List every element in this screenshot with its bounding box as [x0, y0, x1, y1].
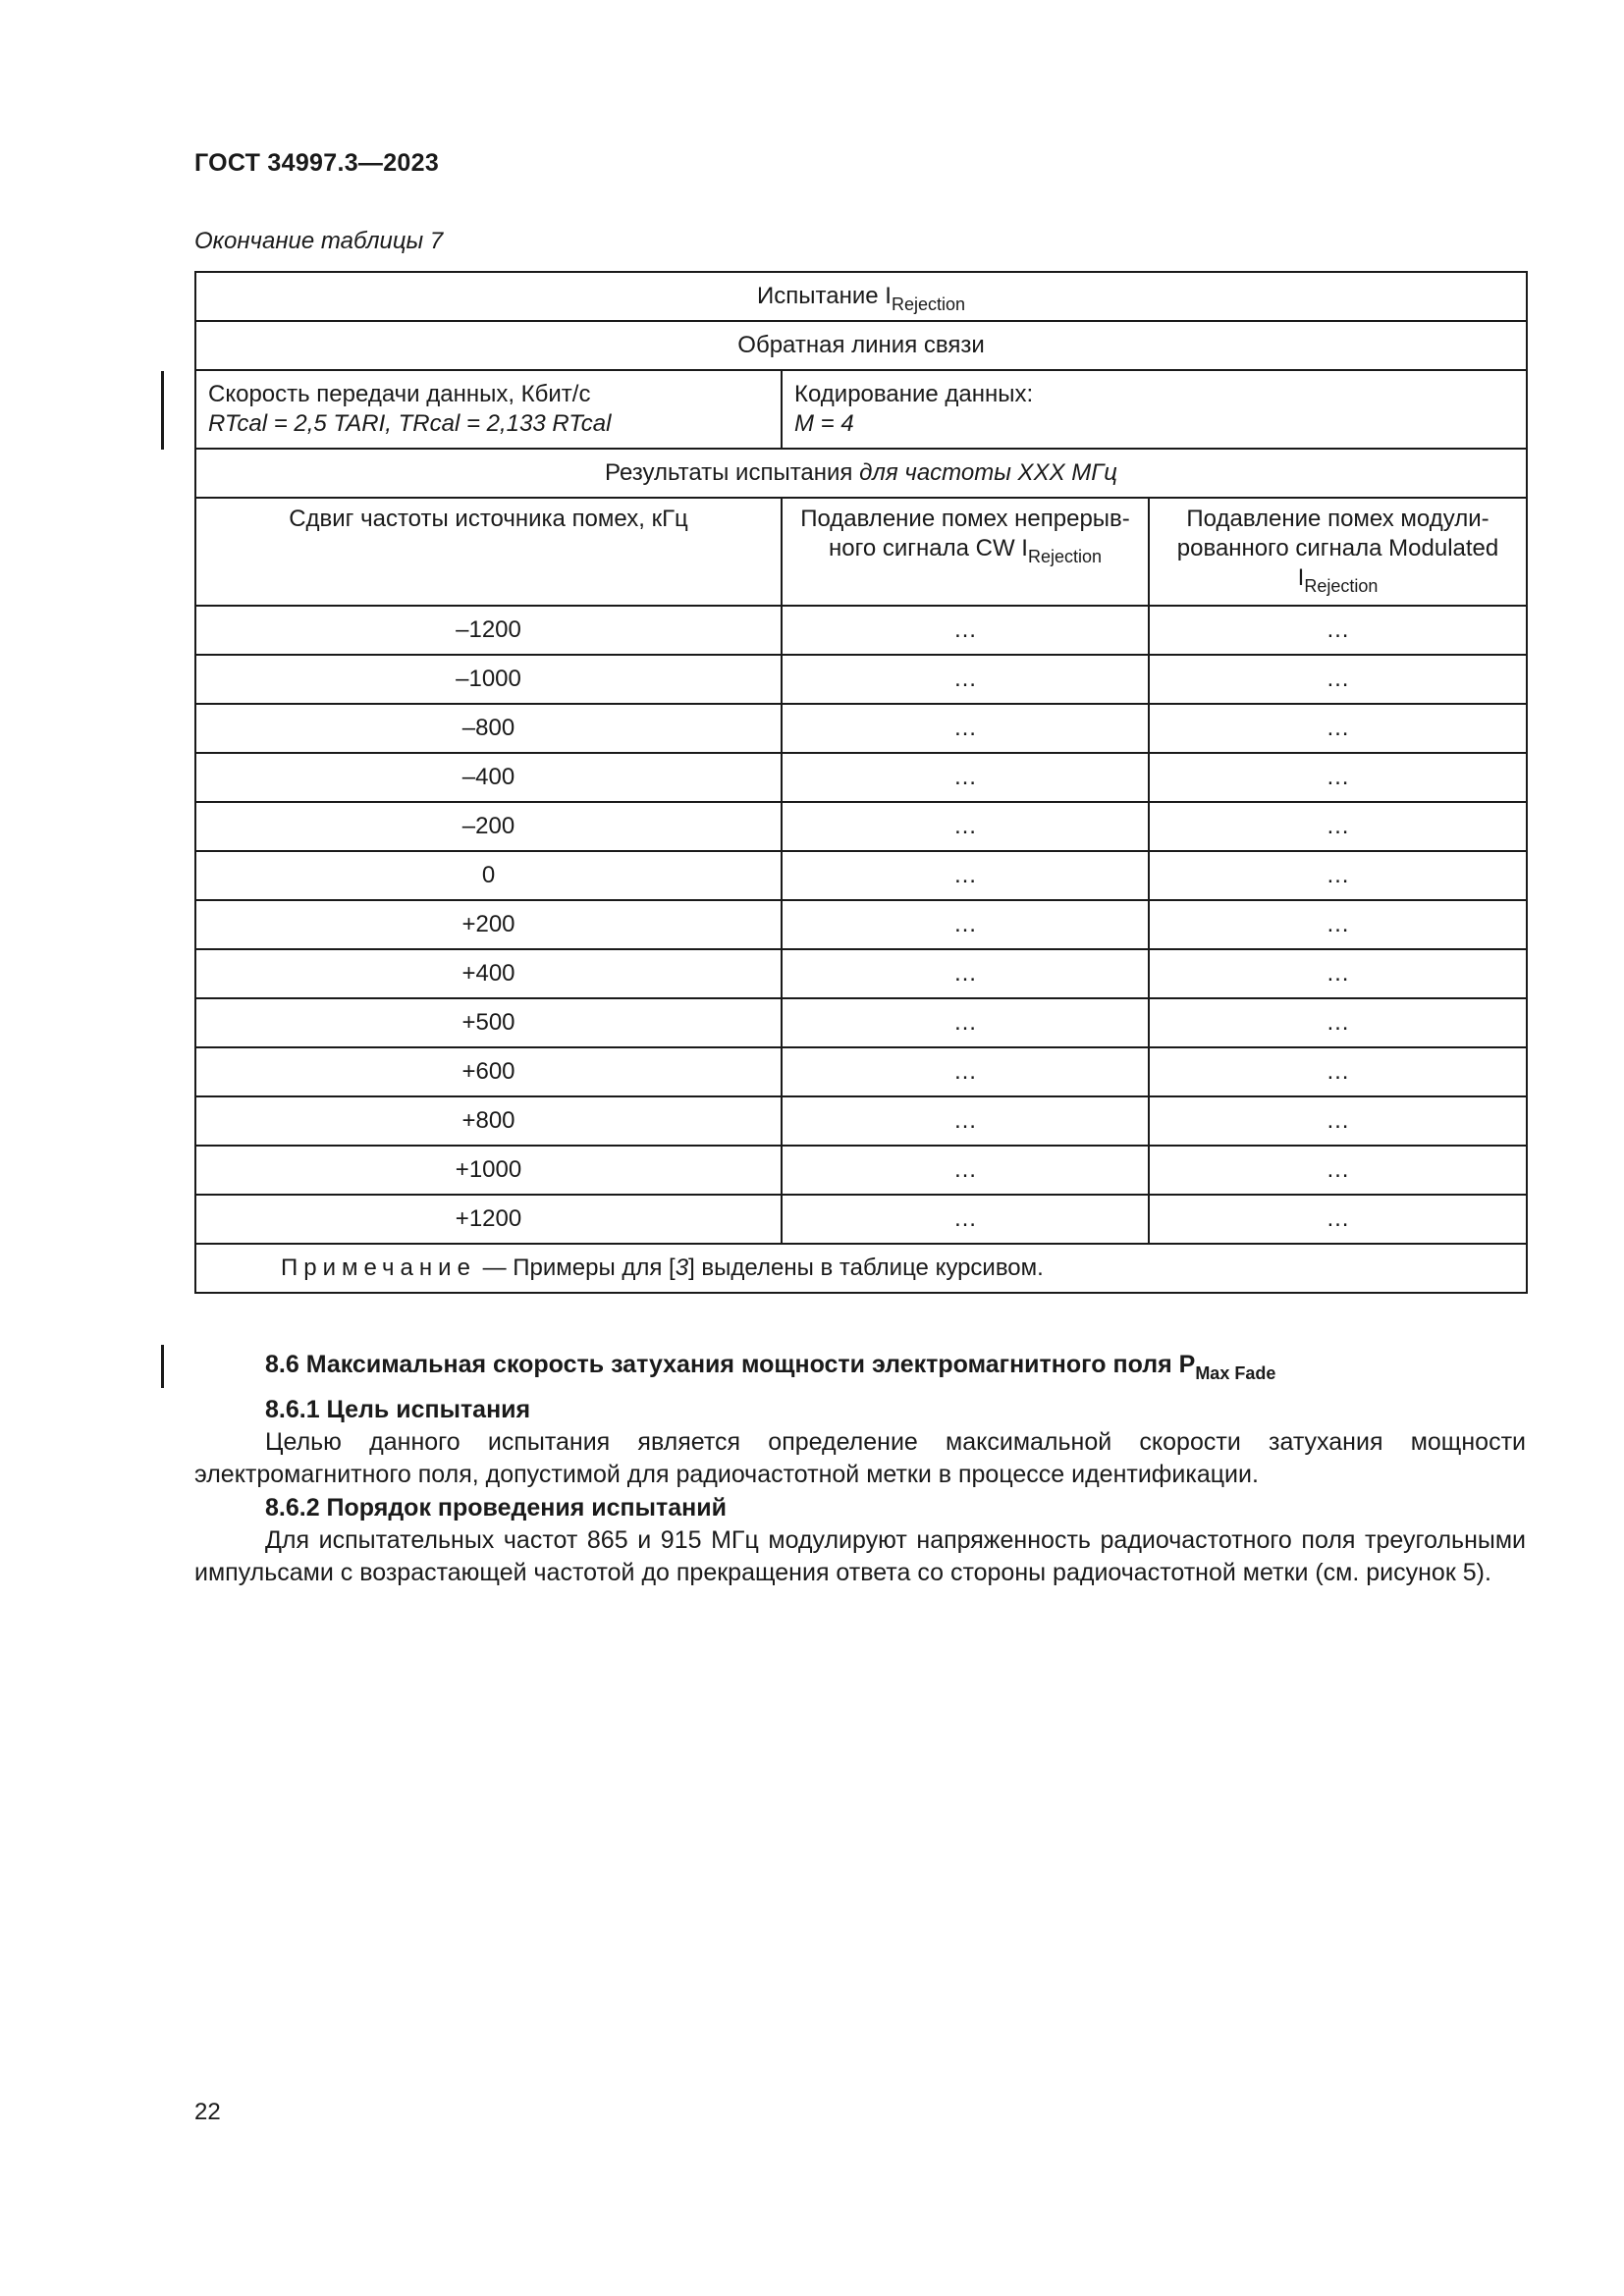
link-row: Обратная линия связи	[195, 321, 1527, 370]
col-header-modulated	[1149, 498, 1527, 606]
table-row	[195, 655, 1527, 704]
note-text-before: Примеры для [	[513, 1255, 676, 1281]
coding-cell	[782, 370, 1527, 449]
shift-cell: –1200	[195, 606, 782, 655]
col-header-mod-line3: I	[1297, 564, 1305, 591]
table-row	[195, 998, 1527, 1047]
shift-cell: +200	[195, 900, 782, 949]
cw-cell: …	[782, 900, 1149, 949]
shift-cell: +400	[195, 949, 782, 998]
cw-cell: …	[782, 949, 1149, 998]
cw-cell: …	[782, 851, 1149, 900]
note-ref: 3	[675, 1255, 689, 1281]
mod-cell: …	[1149, 1195, 1527, 1244]
cw-cell: …	[782, 1096, 1149, 1146]
table-row	[195, 704, 1527, 753]
col-header-cw-line2: ного сигнала CW I	[829, 535, 1028, 561]
cw-cell: …	[782, 704, 1149, 753]
mod-cell: …	[1149, 655, 1527, 704]
table-row	[195, 802, 1527, 851]
shift-cell: –800	[195, 704, 782, 753]
mod-cell: …	[1149, 1146, 1527, 1195]
mod-cell: …	[1149, 900, 1527, 949]
shift-cell: –200	[195, 802, 782, 851]
section-8-6-1-title: 8.6.1 Цель испытания	[265, 1396, 531, 1423]
section-8-6-sub: Max Fade	[1195, 1363, 1276, 1383]
shift-cell: +600	[195, 1047, 782, 1096]
shift-cell: –1000	[195, 655, 782, 704]
table-row	[195, 606, 1527, 655]
col-header-cw-line1: Подавление помех непрерыв-	[800, 506, 1130, 532]
document-header: ГОСТ 34997.3—2023	[194, 149, 440, 177]
cw-cell: …	[782, 1195, 1149, 1244]
mod-cell: …	[1149, 753, 1527, 802]
cw-cell: …	[782, 1146, 1149, 1195]
mod-cell: …	[1149, 606, 1527, 655]
note-text-after: ] выделены в таблице курсивом.	[688, 1255, 1044, 1281]
section-8-6-2-title: 8.6.2 Порядок проведения испытаний	[265, 1494, 727, 1522]
table-7	[194, 271, 1528, 1294]
section-8-6-title	[194, 1349, 1597, 1381]
results-frequency: для частоты XXX МГц	[859, 459, 1118, 486]
rate-value: RTcal = 2,5 TARI, TRcal = 2,133 RTcal	[208, 410, 612, 437]
cw-cell: …	[782, 998, 1149, 1047]
change-bar	[161, 371, 164, 450]
shift-cell: +800	[195, 1096, 782, 1146]
test-title-sub: Rejection	[891, 294, 965, 314]
col-header-mod-sub: Rejection	[1304, 576, 1379, 596]
shift-cell: +500	[195, 998, 782, 1047]
test-title-cell	[195, 272, 1527, 321]
table-row	[195, 1096, 1527, 1146]
test-title: Испытание I	[757, 283, 892, 309]
mod-cell: …	[1149, 949, 1527, 998]
section-8-6-1-text: Целью данного испытания является определение максимальной скорости затухания мощности электромагнитного поля, допустимой для радиочастотной метки в процессе идентификации.	[194, 1428, 1526, 1488]
col-header-mod-line1: Подавление помех модули-	[1186, 506, 1489, 532]
table-note	[195, 1244, 1527, 1293]
rate-label: Скорость передачи данных, Кбит/с	[208, 381, 591, 407]
table-row	[195, 900, 1527, 949]
section-8-6-text: 8.6 Максимальная скорость затухания мощности электромагнитного поля P	[265, 1351, 1196, 1378]
col-header-mod-line2: рованного сигнала Modulated	[1176, 535, 1499, 561]
note-dash: —	[475, 1255, 514, 1281]
results-prefix: Результаты испытания	[604, 459, 860, 486]
mod-cell: …	[1149, 1096, 1527, 1146]
mod-cell: …	[1149, 1047, 1527, 1096]
col-header-shift: Сдвиг частоты источника помех, кГц	[195, 498, 782, 606]
coding-value: M = 4	[794, 410, 854, 437]
mod-cell: …	[1149, 998, 1527, 1047]
page-number: 22	[194, 2099, 221, 2125]
table-row	[195, 1047, 1527, 1096]
results-row	[195, 449, 1527, 498]
cw-cell: …	[782, 655, 1149, 704]
col-header-cw	[782, 498, 1149, 606]
coding-label: Кодирование данных:	[794, 381, 1034, 407]
shift-cell: +1200	[195, 1195, 782, 1244]
cw-cell: …	[782, 753, 1149, 802]
table-row	[195, 1146, 1527, 1195]
mod-cell: …	[1149, 704, 1527, 753]
shift-cell: +1000	[195, 1146, 782, 1195]
change-bar	[161, 1345, 164, 1388]
cw-cell: …	[782, 606, 1149, 655]
mod-cell: …	[1149, 802, 1527, 851]
shift-cell: –400	[195, 753, 782, 802]
table-row	[195, 851, 1527, 900]
shift-cell: 0	[195, 851, 782, 900]
col-header-cw-sub: Rejection	[1027, 547, 1102, 566]
table-row	[195, 753, 1527, 802]
table-row	[195, 949, 1527, 998]
cw-cell: …	[782, 1047, 1149, 1096]
mod-cell: …	[1149, 851, 1527, 900]
cw-cell: …	[782, 802, 1149, 851]
table-caption: Окончание таблицы 7	[194, 228, 444, 254]
section-8-6-2-text: Для испытательных частот 865 и 915 МГц модулируют напряженность радиочастотного поля треугольными импульсами с возрастающей частотой до прекращения ответа со стороны радиочастотной метки (см. рисунок 5).	[194, 1526, 1526, 1586]
note-label: Примечание	[281, 1255, 476, 1281]
table-row	[195, 1195, 1527, 1244]
rate-cell	[195, 370, 782, 449]
